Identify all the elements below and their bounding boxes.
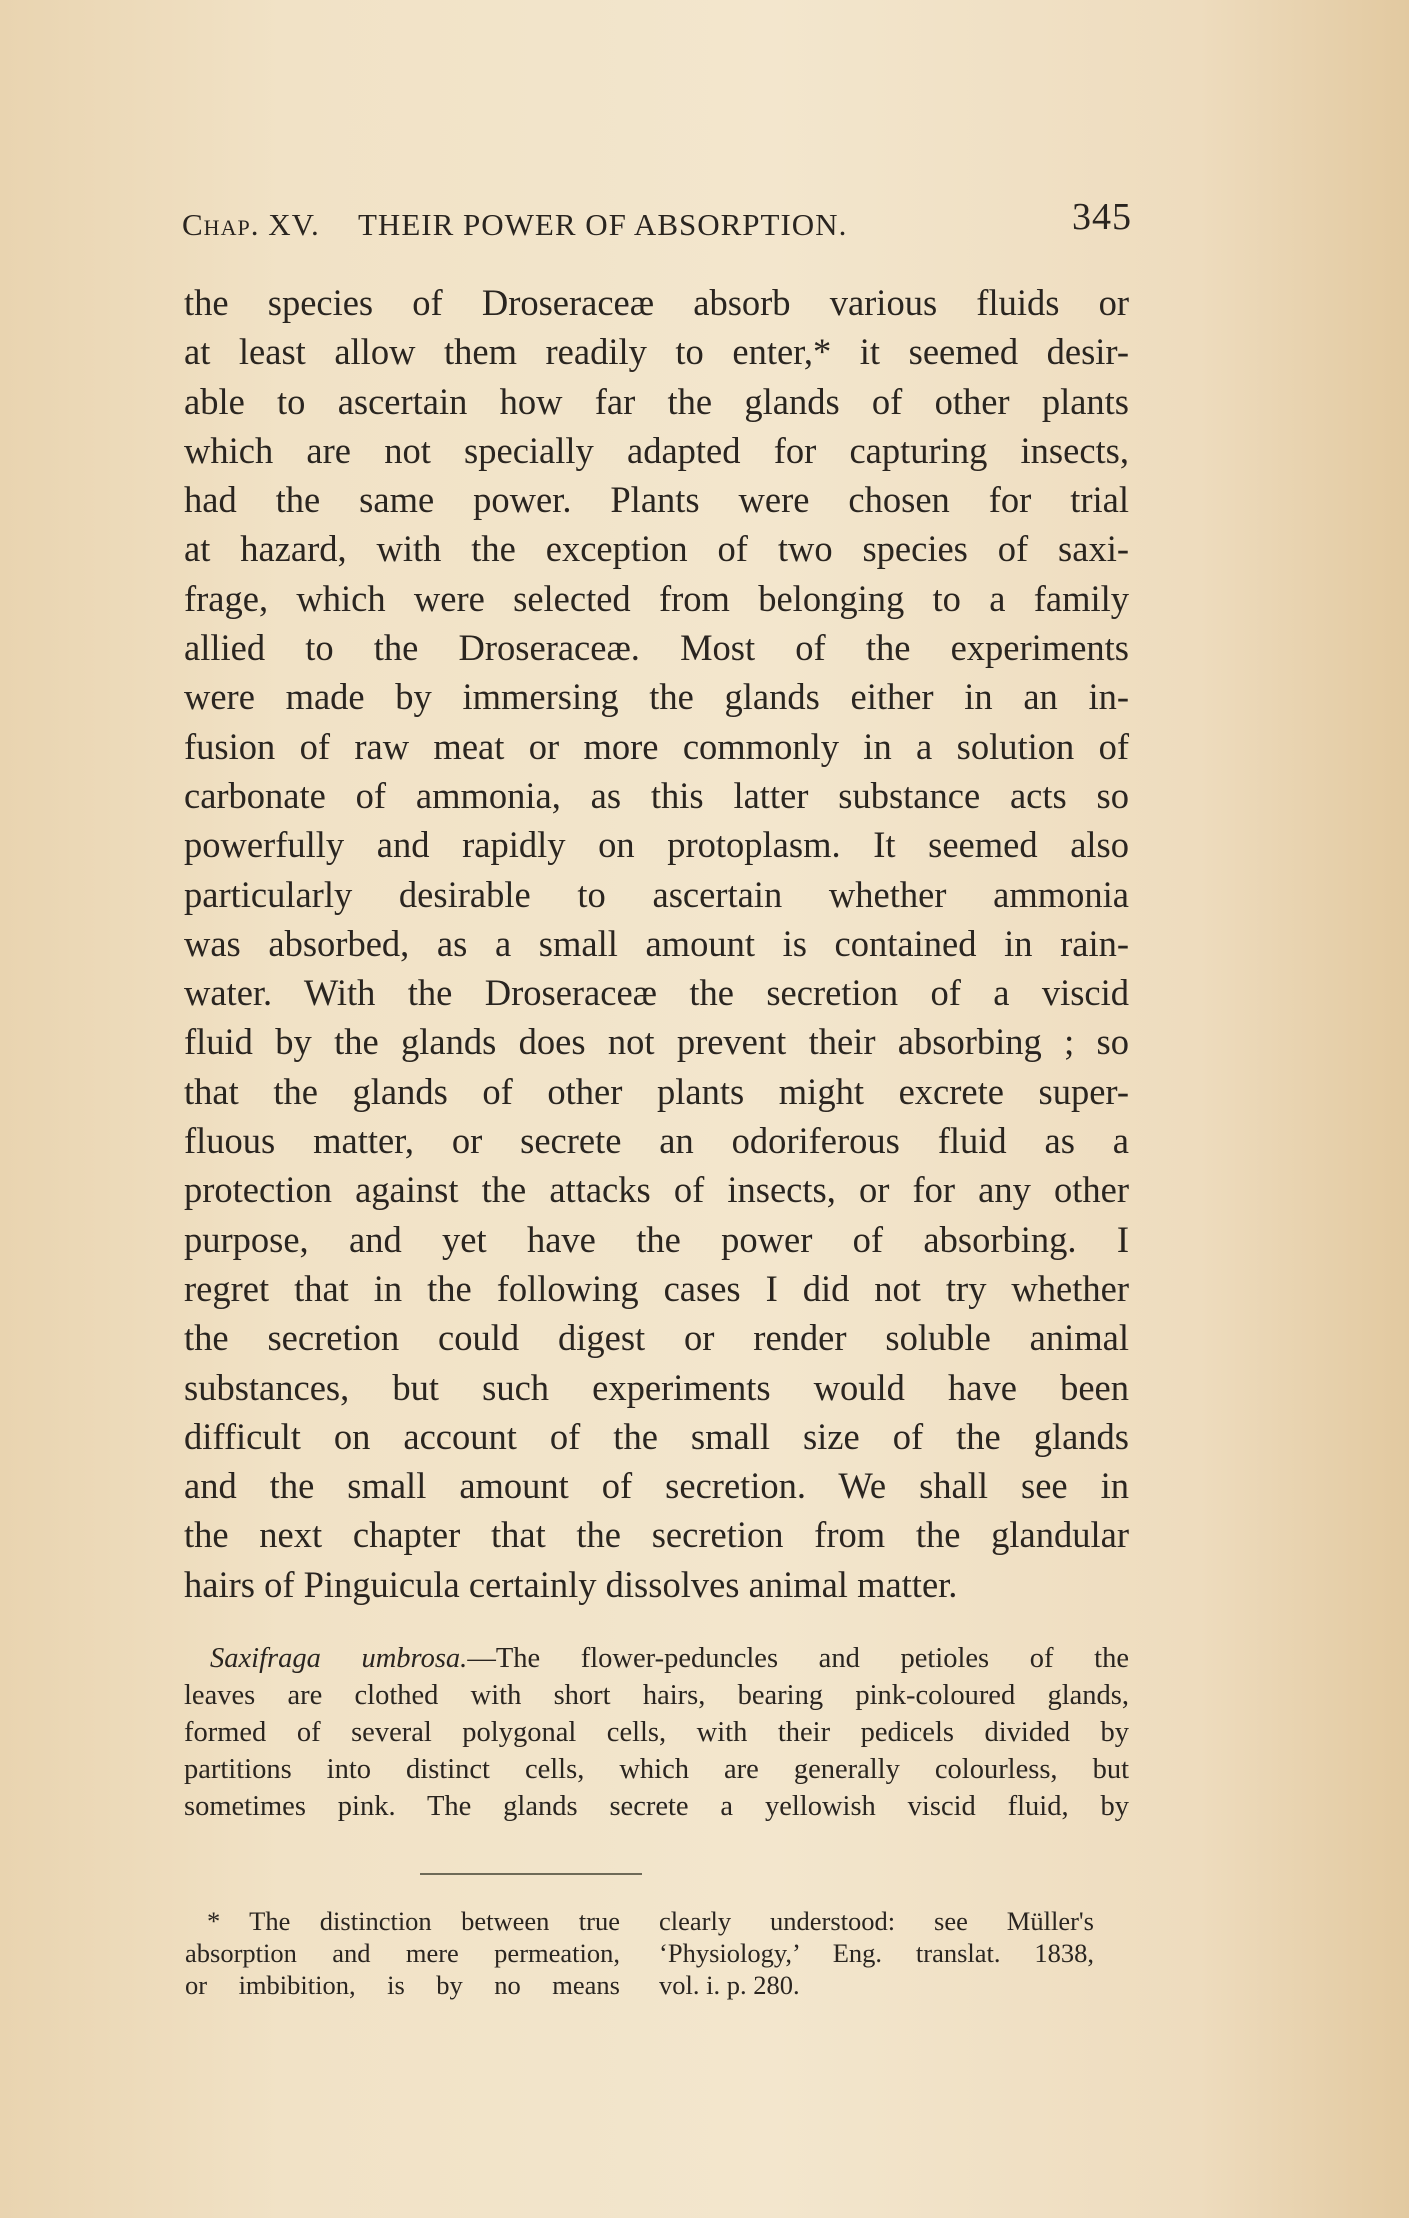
body-line: fluous matter, or secrete an odoriferous fluid as a [184,1120,1129,1162]
body-line: and the small amount of secretion. We shall see in [184,1465,1129,1507]
running-head [182,195,1132,245]
footnote-line: * The distinction between true [207,1906,620,1936]
footnote-divider [420,1873,642,1875]
section-first-line-text: —The flower-peduncles and petioles of the [467,1643,1129,1674]
body-line: allied to the Droseraceæ. Most of the experiments [184,627,1129,669]
footnote-column-left [185,1905,620,2001]
main-paragraph [184,278,1129,1609]
body-line: regret that in the following cases I did not try whether [184,1267,1129,1309]
body-line: difficult on account of the small size of the glands [184,1415,1129,1457]
body-line: was absorbed, as a small amount is contained in rain- [184,922,1129,964]
body-line: had the same power. Plants were chosen for trial [184,479,1129,521]
footnote-column-right [659,1905,1094,2001]
chapter-title: THEIR POWER OF ABSORPTION. [358,207,848,242]
footnote-line: clearly understood: see Müller's [659,1906,1094,1936]
section-first-line [184,1640,1129,1677]
section-line: leaves are clothed with short hairs, bearing pink-coloured glands, [184,1680,1129,1711]
species-name: Saxifraga umbrosa. [210,1643,468,1674]
body-line: at hazard, with the exception of two species of saxi- [184,528,1129,570]
footnote-line: ‘Physiology,’ Eng. translat. 1838, [659,1938,1094,1968]
body-line: fusion of raw meat or more commonly in a solution of [184,725,1129,767]
body-line: the next chapter that the secretion from the glandular [184,1514,1129,1556]
saxifraga-section [184,1640,1129,1825]
body-line: fluid by the glands does not prevent their absorbing ; so [184,1021,1129,1063]
section-line: partitions into distinct cells, which are generally colourless, but [184,1754,1129,1785]
body-line: particularly desirable to ascertain whether ammonia [184,873,1129,915]
body-line: substances, but such experiments would have been [184,1366,1129,1408]
body-line: at least allow them readily to enter,* it seemed desir- [184,331,1129,373]
body-line: the secretion could digest or render soluble animal [184,1317,1129,1359]
page-number: 345 [1072,196,1132,238]
body-line: the species of Droseraceæ absorb various fluids or [184,282,1129,323]
body-line: were made by immersing the glands either in an in- [184,676,1129,718]
footnote-line: or imbibition, is by no means [185,1970,620,2000]
body-line: frage, which were selected from belonging to a family [184,577,1129,619]
body-line: hairs of Pinguicula certainly dissolves animal matter. [184,1563,958,1605]
body-line: powerfully and rapidly on protoplasm. It seemed also [184,824,1129,866]
body-line: that the glands of other plants might excrete super- [184,1070,1129,1112]
footnote-line: vol. i. p. 280. [659,1970,800,2000]
footnote-line: absorption and mere permeation, [185,1938,620,1968]
section-line: sometimes pink. The glands secrete a yellowish viscid fluid, by [184,1791,1129,1822]
body-line: which are not specially adapted for capturing insects, [184,429,1129,471]
body-line: able to ascertain how far the glands of other plants [184,380,1129,422]
body-line: purpose, and yet have the power of absorbing. I [184,1218,1129,1260]
body-line: protection against the attacks of insects, or for any other [184,1169,1129,1211]
chapter-label: Chap. XV. [182,207,320,242]
section-line: formed of several polygonal cells, with their pedicels divided by [184,1717,1129,1748]
body-line: water. With the Droseraceæ the secretion of a viscid [184,972,1129,1014]
body-line: carbonate of ammonia, as this latter substance acts so [184,774,1129,816]
